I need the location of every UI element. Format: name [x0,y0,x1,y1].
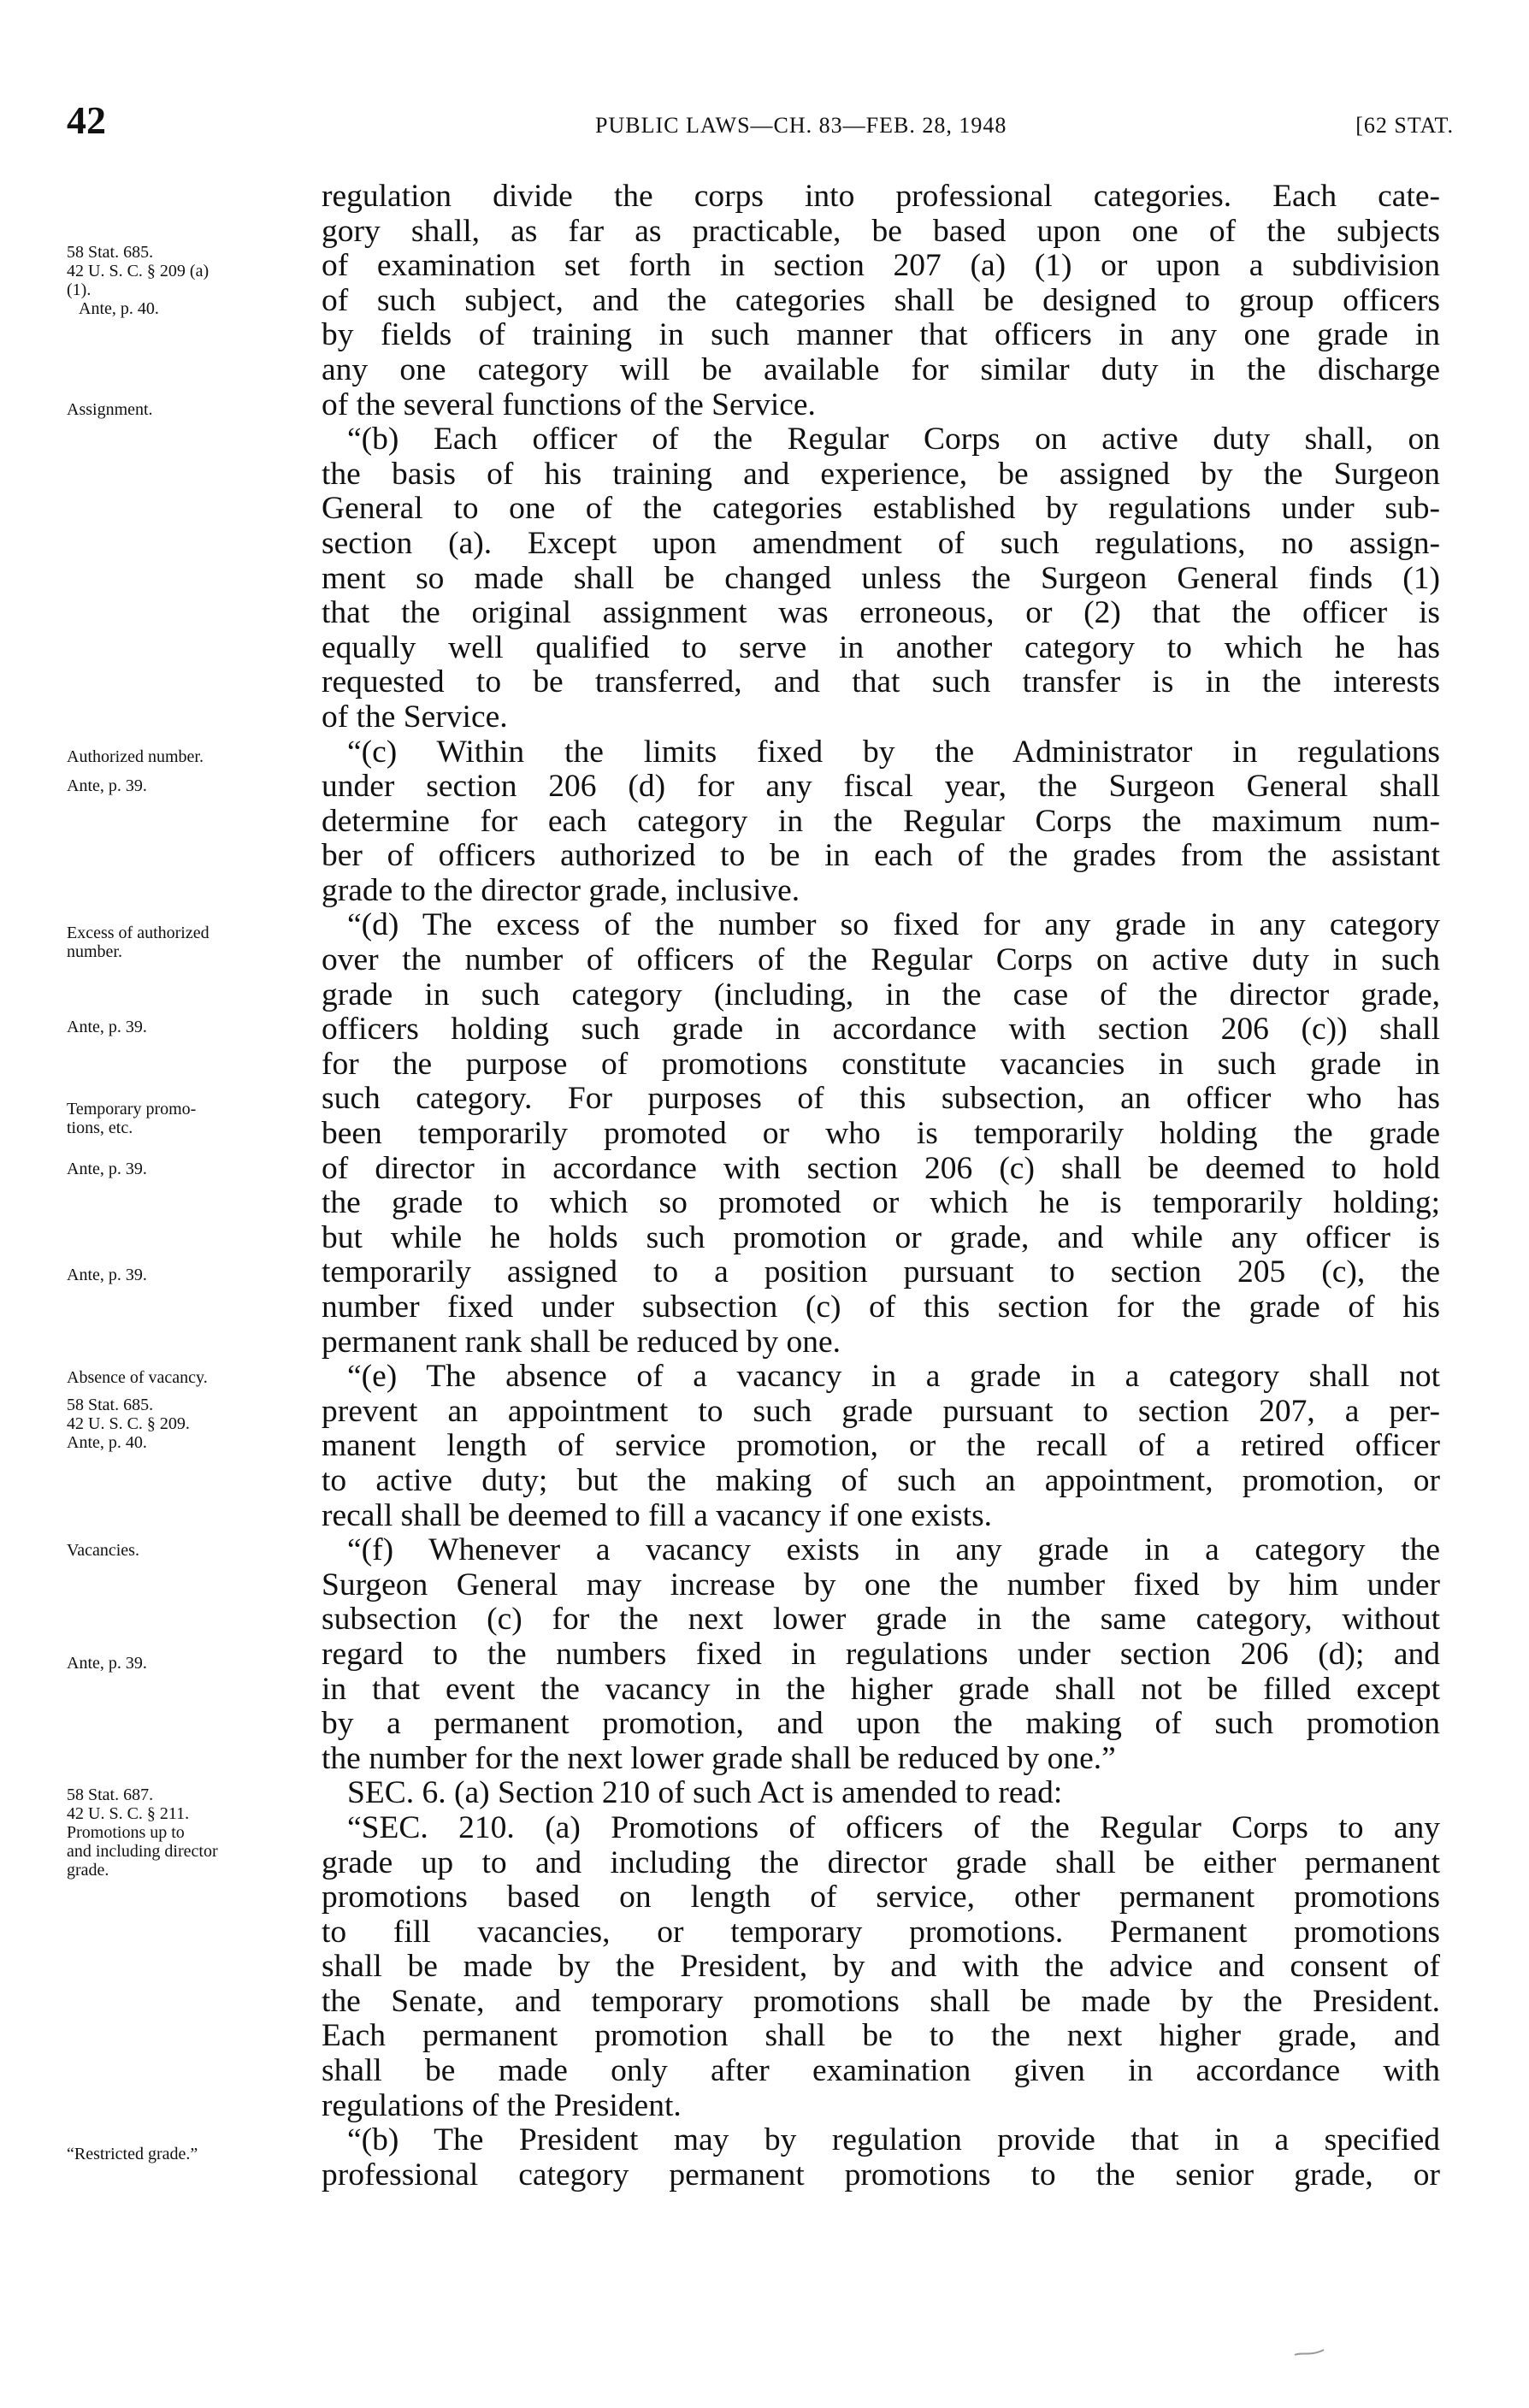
text-line: “(b) The President may by regulation provide that in a specified [347,2122,1440,2158]
text-line: to active duty; but the making of such an appointment, promotion, or [322,1462,1440,1498]
text-line: by a permanent promotion, and upon the making of such promotion [322,1706,1440,1742]
text-line: in that event the vacancy in the higher grade shall not be filled except [322,1671,1440,1707]
text-line: manent length of service promotion, or the recall of a retired officer [322,1428,1440,1464]
text-line: grade in such category (including, in the case of the director grade, [322,977,1440,1012]
margin-note-authorized-number: Authorized number. Ante, p. 39. [67,747,204,795]
margin-note-excess: Excess of authorized number. [67,924,210,961]
text-line: grade to the director grade, inclusive. [322,872,800,908]
text-line: to fill vacancies, or temporary promotions. Permanent promotions [322,1914,1440,1950]
text-line: shall be made only after examination given in accordance with [322,2053,1440,2089]
text-line: for the purpose of promotions constitute vacancies in such grade in [322,1046,1440,1082]
text-line: number fixed under subsection (c) of this section for the grade of his [322,1290,1440,1325]
text-line: of director in accordance with section 206 (c) shall be deemed to hold [322,1150,1440,1186]
text-line: of such subject, and the categories shall be designed to group officers [322,282,1440,318]
text-line: “(e) The absence of a vacancy in a grade in a category shall not [347,1359,1440,1395]
text-line: Each permanent promotion shall be to the next higher grade, and [322,2018,1440,2054]
text-line: of the Service. [322,699,508,735]
text-line: of the several functions of the Service. [322,387,816,422]
text-line: “(c) Within the limits fixed by the Administrator in regulations [347,734,1440,770]
margin-note-restricted-grade: “Restricted grade.” [67,2145,198,2163]
page-header [67,97,1454,140]
margin-note-absence-of-vacancy: Absence of vacancy. 58 Stat. 685. 42 U. S. C. § 209. Ante, p. 40. [67,1368,208,1452]
text-line: regard to the numbers fixed in regulations under section 206 (d); and [322,1636,1440,1672]
text-line: by fields of training in such manner that officers in any one grade in [322,317,1440,353]
text-line: temporarily assigned to a position pursuant to section 205 (c), the [322,1254,1440,1290]
stray-mark [1293,2346,1327,2358]
text-line: of examination set forth in section 207 (a) (1) or upon a subdivision [322,248,1440,284]
text-line: over the number of officers of the Regular Corps on active duty in such [322,942,1440,978]
text-line: the grade to which so promoted or which he is temporarily holding; [322,1185,1440,1221]
text-line: Surgeon General may increase by one the number fixed by him under [322,1567,1440,1602]
text-line: regulations of the President. [322,2087,682,2123]
running-title: PUBLIC LAWS—CH. 83—FEB. 28, 1948 [595,113,1007,138]
text-line: subsection (c) for the next lower grade in the same category, without [322,1602,1440,1638]
margin-note-ante: Ante, p. 39. [67,1160,147,1178]
text-line: regulation divide the corps into professional categories. Each cate- [322,179,1440,214]
margin-note-ante: Ante, p. 39. [67,1018,147,1036]
text-line: “(b) Each officer of the Regular Corps on active duty shall, on [347,422,1440,457]
text-line: the number for the next lower grade shall be reduced by one.” [322,1740,1116,1776]
text-line: gory shall, as far as practicable, be based upon one of the subjects [322,213,1440,249]
page-number: 42 [67,98,106,142]
text-line: officers holding such grade in accordance with section 206 (c)) shall [322,1012,1440,1048]
text-line: “(f) Whenever a vacancy exists in any grade in a category the [347,1532,1440,1568]
margin-note-ante: Ante, p. 39. [67,1266,147,1284]
text-line: that the original assignment was erroneous, or (2) that the officer is [322,595,1440,631]
text-line: determine for each category in the Regular Corps the maximum num- [322,803,1440,839]
text-line: professional category permanent promotions to the senior grade, or [322,2157,1440,2193]
text-line: equally well qualified to serve in another category to which he has [322,629,1440,665]
margin-note-ante: Ante, p. 39. [67,1654,147,1673]
text-line: under section 206 (d) for any fiscal year, the Surgeon General shall [322,769,1440,805]
margin-note-assignment: Assignment. [67,400,153,419]
statute-body-text [322,180,1440,2193]
text-line: prevent an appointment to such grade pursuant to section 207, a per- [322,1393,1440,1429]
margin-note-promotions: 58 Stat. 687. 42 U. S. C. § 211. Promotions up to and including director grade. [67,1785,218,1880]
text-line: shall be made by the President, by and with the advice and consent of [322,1949,1440,1985]
text-line: recall shall be deemed to fill a vacancy if one exists. [322,1497,993,1533]
text-line: ment so made shall be changed unless the Surgeon General finds (1) [322,560,1440,596]
margin-note-vacancies: Vacancies. [67,1541,139,1560]
text-line: ber of officers authorized to be in each of the grades from the assistant [322,838,1440,874]
text-line: “(d) The excess of the number so fixed for any grade in any category [347,907,1440,943]
text-line: the Senate, and temporary promotions shall be made by the President. [322,1983,1440,2019]
margin-note-statute-ref: 58 Stat. 685. 42 U. S. C. § 209 (a) (1). Ante, p. 40. [67,243,210,318]
text-line: “SEC. 210. (a) Promotions of officers of the Regular Corps to any [347,1809,1440,1845]
text-line: any one category will be available for similar duty in the discharge [322,351,1440,387]
text-line: requested to be transferred, and that such transfer is in the interests [322,664,1440,700]
volume-reference: [62 STAT. [1355,113,1454,138]
text-line: been temporarily promoted or who is temporarily holding the grade [322,1116,1440,1152]
text-line: the basis of his training and experience, be assigned by the Surgeon [322,456,1440,492]
text-line: General to one of the categories established by regulations under sub- [322,491,1440,527]
margin-note-temporary-promotions: Temporary promo- tions, etc. [67,1100,197,1137]
text-line: such category. For purposes of this subsection, an officer who has [322,1081,1440,1117]
text-line: but while he holds such promotion or grade, and while any officer is [322,1219,1440,1255]
text-line: SEC. 6. (a) Section 210 of such Act is amended to read: [347,1775,1063,1811]
text-line: section (a). Except upon amendment of such regulations, no assign- [322,525,1440,561]
text-line: promotions based on length of service, other permanent promotions [322,1880,1440,1915]
text-line: permanent rank shall be reduced by one. [322,1324,841,1360]
text-line: grade up to and including the director grade shall be either permanent [322,1844,1440,1880]
